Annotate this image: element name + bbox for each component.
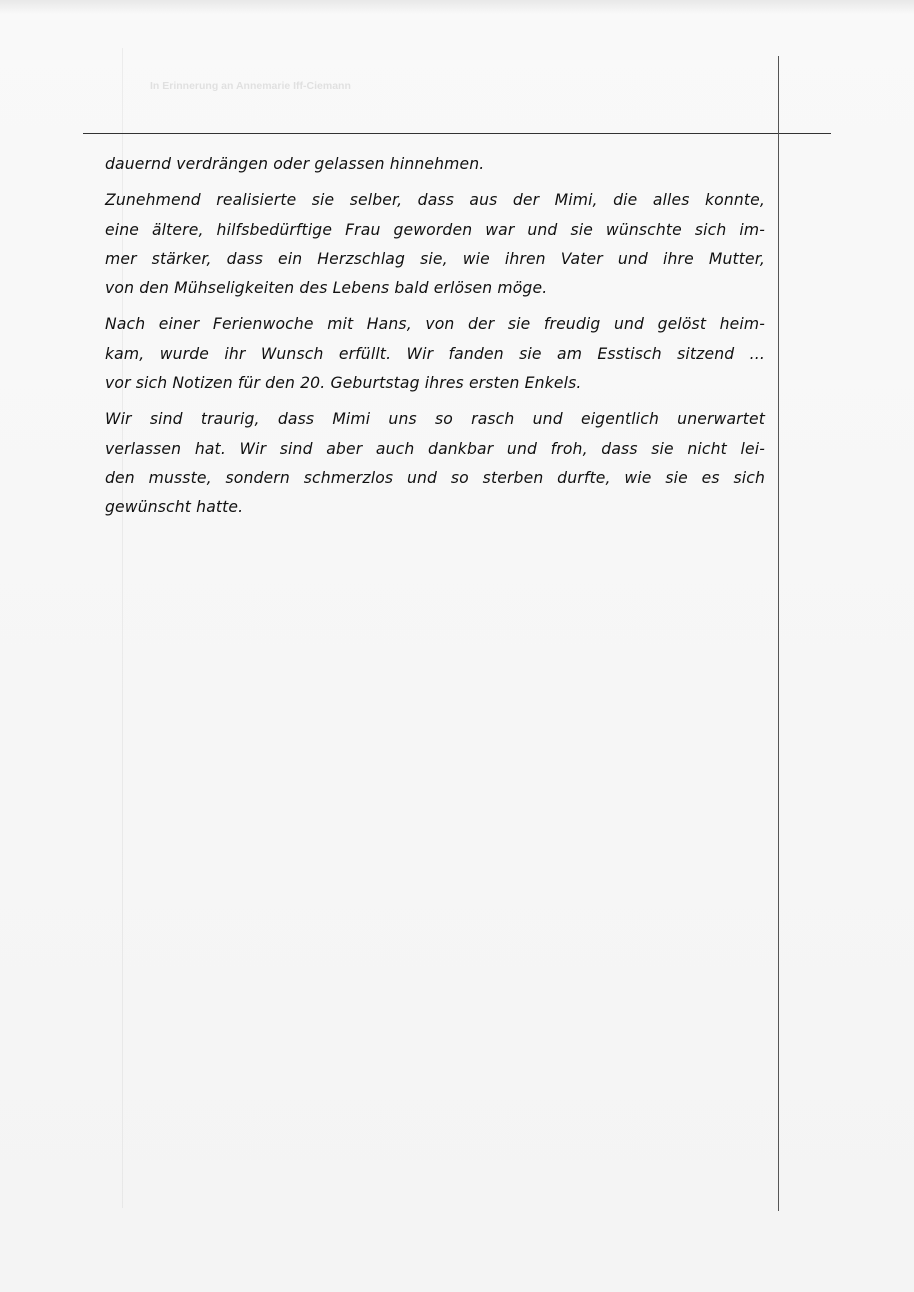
text-line: Zunehmend realisierte sie selber, dass aus der Mimi, die alles konnte, (105, 191, 765, 210)
text-line: dauernd verdrängen oder gelassen hinnehmen. (105, 155, 485, 173)
margin-rule (778, 56, 779, 1211)
text-line: kam, wurde ihr Wunsch erfüllt. Wir fanden sie am Esstisch sitzend ... (105, 344, 765, 363)
paragraph-2 (105, 186, 765, 303)
paragraph-3 (105, 310, 765, 398)
text-line: verlassen hat. Wir sind aber auch dankbar und froh, dass sie nicht lei- (105, 439, 765, 458)
text-line: gewünscht hatte. (105, 498, 244, 517)
scan-edge-shadow (0, 0, 914, 14)
text-line: vor sich Notizen für den 20. Geburtstag ihres ersten Enkels. (105, 374, 582, 393)
text-line: Nach einer Ferienwoche mit Hans, von der sie freudig und gelöst heim- (105, 315, 765, 334)
header-rule (83, 133, 831, 134)
paragraph-4 (105, 405, 765, 522)
text-line: den musste, sondern schmerzlos und so sterben durfte, wie sie es sich (105, 468, 765, 487)
text-line: mer stärker, dass ein Herzschlag sie, wie ihren Vater und ihre Mutter, (105, 249, 765, 268)
text-line: Wir sind traurig, dass Mimi uns so rasch und eigentlich unerwartet (105, 410, 765, 429)
page-header: In Erinnerung an Annemarie Iff-Ciemann (150, 80, 351, 92)
text-line: eine ältere, hilfsbedürftige Frau geworden war und sie wünschte sich im- (105, 220, 765, 239)
text-line: von den Mühseligkeiten des Lebens bald erlösen möge. (105, 279, 548, 298)
handwritten-text (105, 150, 765, 523)
paragraph-1 (105, 150, 765, 179)
